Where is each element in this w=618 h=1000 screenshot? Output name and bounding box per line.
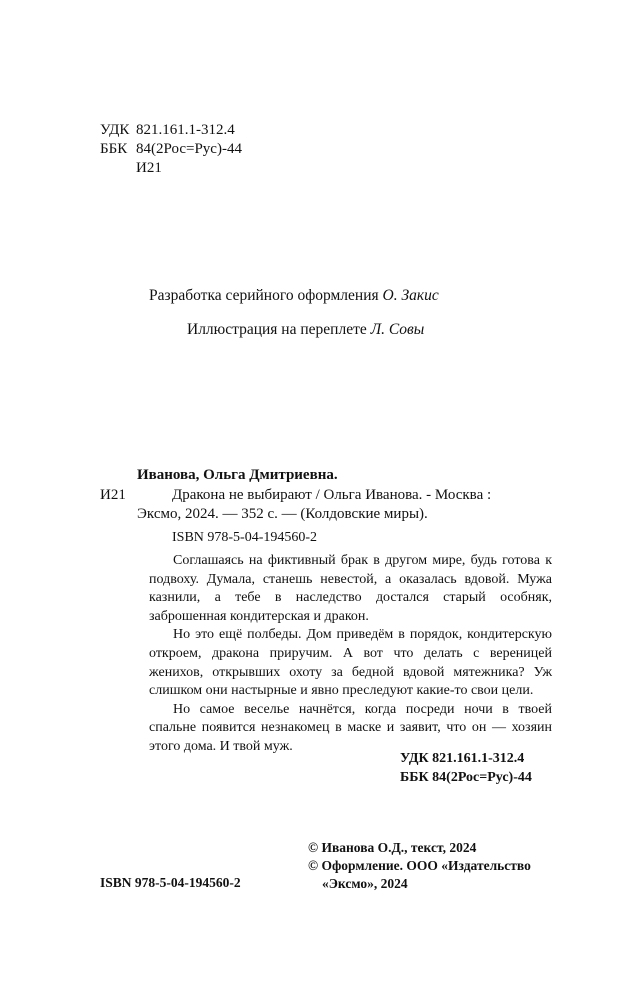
cover-illustration-text: Иллюстрация на переплете <box>187 321 367 338</box>
copyright-text: © Иванова О.Д., текст, 2024 <box>308 840 477 855</box>
udk-bottom: УДК 821.161.1-312.4 <box>400 751 525 766</box>
catalog-code: И21 <box>100 487 126 503</box>
catalog-title-line1: Дракона не выбирают / Ольга Иванова. - Москва : <box>172 487 492 503</box>
copyright-design: © Оформление. ООО «Издательство <box>308 858 531 873</box>
bbk-bottom: ББК 84(2Рос=Рус)-44 <box>400 770 532 785</box>
series-design-text: Разработка серийного оформления <box>149 287 379 304</box>
udk-top <box>100 121 235 140</box>
cover-illustration-name: Л. Совы <box>370 321 425 338</box>
annotation <box>149 552 552 757</box>
catalog-title-line2: Эксмо, 2024. — 352 с. — (Колдовские миры). <box>137 506 428 522</box>
bbk-value: 84(2Рос=Рус)-44 <box>136 141 242 157</box>
series-design-credit <box>149 287 439 305</box>
annotation-paragraph: Но это ещё полбеды. Дом приведём в порядок, кондитерскую откроем, дракона приручим. А вот что делать с вереницей женихов, открывших охоту за бедной вдовой мятежника? Уж слишком они настырные и явно преследуют какие-то свои цели. <box>149 627 552 699</box>
isbn-bottom: ISBN 978-5-04-194560-2 <box>100 875 241 890</box>
udk-label: УДК <box>100 122 130 138</box>
series-design-name: О. Закис <box>382 287 439 304</box>
catalog-author: Иванова, Ольга Дмитриевна. <box>137 467 338 483</box>
udk-value: 821.161.1-312.4 <box>136 122 235 138</box>
cover-illustration-credit <box>187 321 424 339</box>
bbk-top <box>100 140 242 159</box>
annotation-paragraph: Соглашаясь на фиктивный брак в другом мире, будь готова к подвоху. Думала, станешь невестой, а оказалась вдовой. Мужа казнили, а тебе в наследство достался старый особняк, заброшенная кондитерская и дракон. <box>149 553 552 624</box>
catalog-isbn: ISBN 978-5-04-194560-2 <box>172 530 318 545</box>
copyright-design-cont: «Эксмо», 2024 <box>322 876 408 891</box>
bbk-label: ББК <box>100 141 128 157</box>
author-sign-top: И21 <box>136 160 162 176</box>
annotation-paragraph: Но самое веселье начнётся, когда посреди ночи в твоей спальне появится незнакомец в маске и заявит, что он — хозяин этого дома. И твой муж. <box>149 701 552 754</box>
